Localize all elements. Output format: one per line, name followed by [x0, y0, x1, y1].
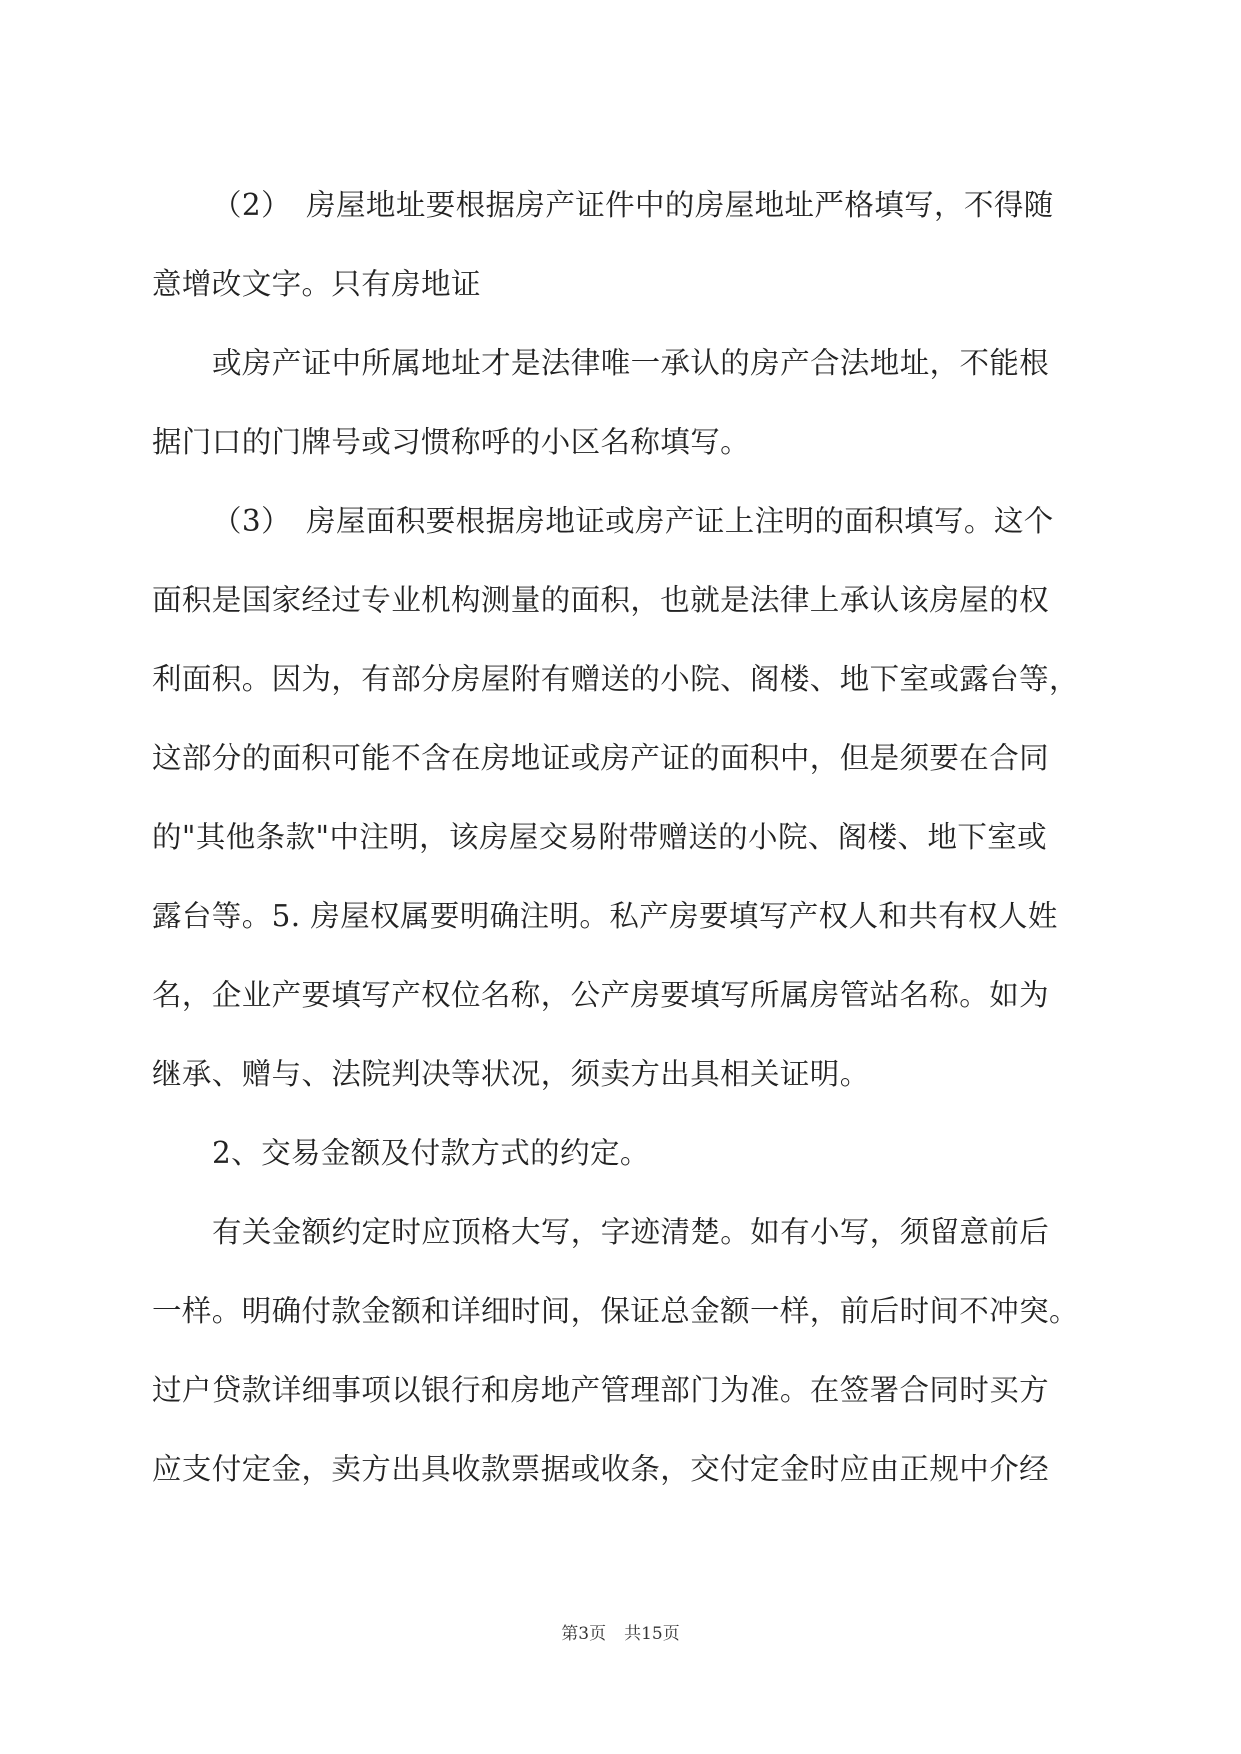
- paragraph-line: 过户贷款详细事项以银行和房地产管理部门为准。在签署合同时买方: [152, 1373, 1050, 1407]
- paragraph-line: 名，企业产要填写产权位名称，公产房要填写所属房管站名称。如为: [152, 978, 1050, 1012]
- paragraph-line: 意增改文字。只有房地证: [152, 267, 481, 301]
- paragraph-line: 的"其他条款"中注明，该房屋交易附带赠送的小院、阁楼、地下室或: [152, 820, 1048, 854]
- paragraph-line: （2） 房屋地址要根据房产证件中的房屋地址严格填写，不得随: [212, 188, 1054, 222]
- document-body: [152, 166, 1087, 1509]
- page-total: 共15页: [624, 1624, 680, 1644]
- paragraph-line: （3） 房屋面积要根据房地证或房产证上注明的面积填写。这个: [212, 504, 1054, 538]
- paragraph-line: 露台等。5. 房屋权属要明确注明。私产房要填写产权人和共有权人姓: [152, 899, 1058, 933]
- paragraph-line: 一样。明确付款金额和详细时间，保证总金额一样，前后时间不冲突。: [152, 1294, 1079, 1328]
- paragraph-line: 这部分的面积可能不含在房地证或房产证的面积中，但是须要在合同: [152, 741, 1050, 775]
- paragraph-line: 或房产证中所属地址才是法律唯一承认的房产合法地址，不能根: [212, 346, 1050, 380]
- paragraph-line: 应支付定金，卖方出具收款票据或收条，交付定金时应由正规中介经: [152, 1452, 1050, 1486]
- paragraph-line: 继承、赠与、法院判决等状况，须卖方出具相关证明。: [152, 1057, 870, 1091]
- page-number: 第3页: [561, 1624, 607, 1644]
- paragraph-line: 据门口的门牌号或习惯称呼的小区名称填写。: [152, 425, 751, 459]
- paragraph-line: 利面积。因为，有部分房屋附有赠送的小院、阁楼、地下室或露台等，: [152, 662, 1079, 696]
- page-footer: [0, 1619, 1241, 1644]
- paragraph-line: 有关金额约定时应顶格大写，字迹清楚。如有小写，须留意前后: [212, 1215, 1050, 1249]
- paragraph-line: 面积是国家经过专业机构测量的面积，也就是法律上承认该房屋的权: [152, 583, 1050, 617]
- section-heading: 2、交易金额及付款方式的约定。: [212, 1136, 650, 1170]
